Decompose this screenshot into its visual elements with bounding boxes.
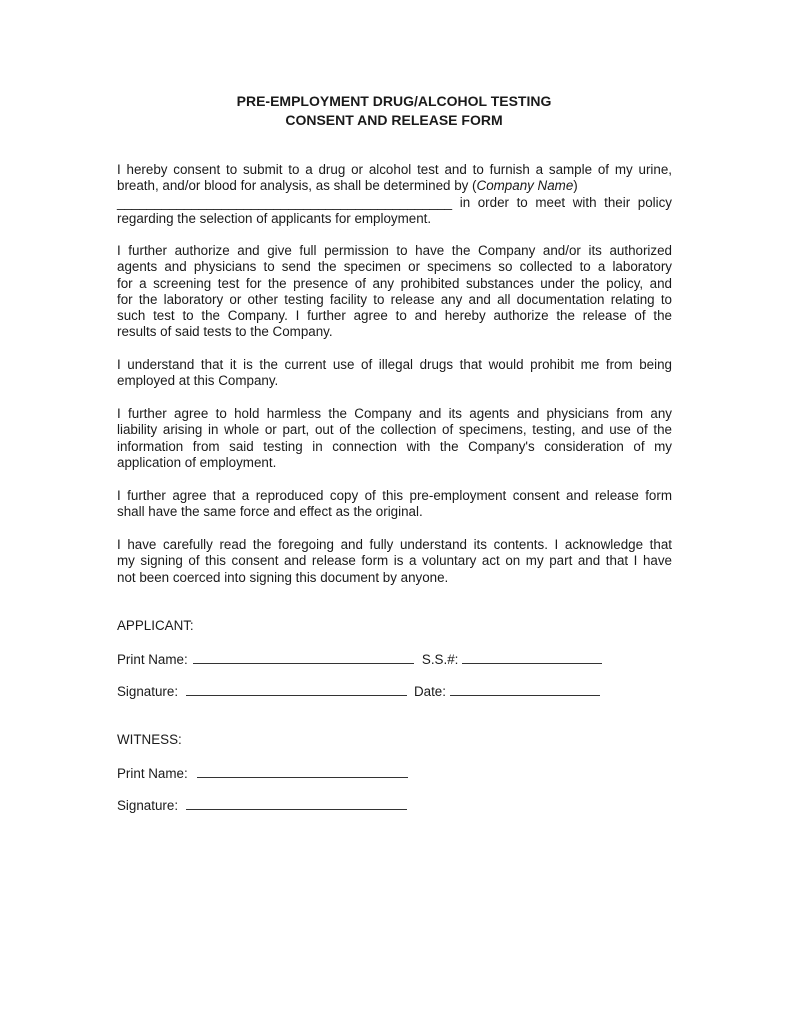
witness-print-name-row [117,765,408,782]
signature-label: Signature: [117,798,179,813]
paragraph-line [117,292,672,308]
line-text: application of employment. [117,454,277,470]
line-text: such test to the Company. I further agree to and hereby authorize the release of the [117,308,672,324]
paragraph-line [117,195,672,211]
line-text: my signing of this consent and release form is a voluntary act on my part and that I have [117,553,672,569]
paragraph-3 [117,357,672,390]
paragraph-line [117,373,672,389]
form-title-line-1: PRE-EMPLOYMENT DRUG/ALCOHOL TESTING [236,93,552,109]
paragraph-line [117,504,672,520]
paragraph-line [117,276,672,292]
print-name-label: Print Name: [117,652,188,667]
form-title [0,92,788,130]
witness-print-name-field[interactable] [197,765,408,778]
applicant-signature-field[interactable] [186,683,407,696]
witness-signature-row [117,797,407,814]
paragraph-line [117,455,672,471]
paragraph-line [117,243,672,259]
paragraph-line [117,488,672,504]
line-text: I further agree that a reproduced copy of this pre-employment consent and release form [117,488,672,503]
paragraph-line [117,439,672,455]
line-text: I further agree to hold harmless the Company and its agents and physicians from any [117,406,672,421]
line-text: I have carefully read the foregoing and fully understand its contents. I acknowledge that [117,537,672,552]
paragraph-line [117,162,672,178]
company-name-placeholder: Company Name [476,178,574,194]
paragraph-4 [117,406,672,471]
applicant-heading: APPLICANT: [117,618,194,633]
paragraph-line [117,178,672,194]
signature-label: Signature: [117,684,179,699]
paragraph-line [117,570,672,586]
line-text: regarding the selection of applicants for employment. [117,210,432,226]
paragraph-5 [117,488,672,521]
paragraph-6 [117,537,672,586]
paragraph-line [117,537,672,553]
line-text: _____________________________________________ in order to meet with their policy [117,194,672,210]
paragraph-1 [117,162,672,227]
form-title-line-2: CONSENT AND RELEASE FORM [285,112,503,128]
paragraph-line [117,406,672,422]
line-text: results of said tests to the Company. [117,324,333,340]
line-text: liability arising in whole or part, out of the collection of specimens, testing, and use of the [117,422,672,438]
paragraph-line [117,357,672,373]
print-name-label: Print Name: [117,766,188,781]
paragraph-line [117,553,672,569]
line-text: I understand that it is the current use of illegal drugs that would prohibit me from being [117,357,672,372]
line-text: I further authorize and give full permission to have the Company and/or its authorized [117,243,672,258]
paragraph-line [117,211,672,227]
paragraph-line [117,324,672,340]
date-label: Date: [413,684,446,699]
witness-heading: WITNESS: [117,732,182,747]
line-text: for a screening test for the presence of any prohibited substances under the policy, and [117,275,672,291]
line-text: agents and physicians to send the specimen or specimens so collected to a laboratory [117,259,672,275]
paragraph-line [117,422,672,438]
line-text: for the laboratory or other testing facility to release any and all documentation relating to [117,291,672,307]
line-text: breath, and/or blood for analysis, as shall be determined by ( [117,178,477,194]
witness-signature-field[interactable] [186,797,407,810]
applicant-print-name-field[interactable] [193,651,414,664]
line-text: not been coerced into signing this document by anyone. [117,569,449,585]
line-text: I hereby consent to submit to a drug or alcohol test and to furnish a sample of my urine, [117,162,672,177]
paragraph-line [117,308,672,324]
applicant-signature-row [117,683,600,700]
paragraph-line [117,259,672,275]
ss-number-field[interactable] [462,651,602,664]
date-field[interactable] [450,683,600,696]
line-text: information from said testing in connection with the Company's consideration of my [117,438,672,454]
line-text: shall have the same force and effect as the original. [117,504,423,520]
applicant-print-name-row [117,651,602,668]
paragraph-2 [117,243,672,341]
line-text: ) [573,178,578,194]
ss-label: S.S.#: [421,652,459,667]
line-text: employed at this Company. [117,373,279,389]
